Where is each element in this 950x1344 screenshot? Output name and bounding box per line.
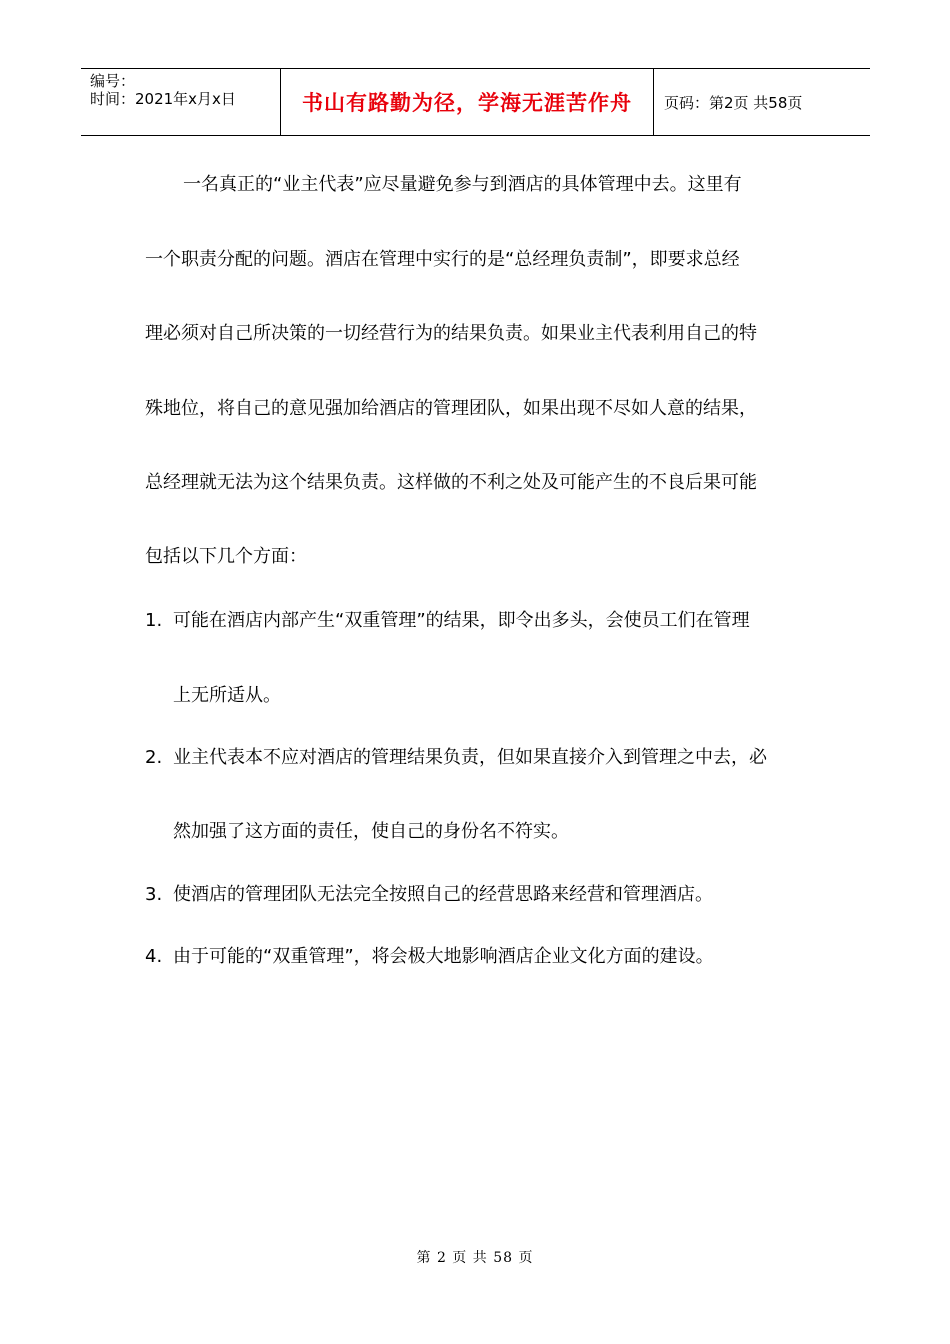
list-item-number: 3. [145,884,163,905]
paragraph-line: 一名真正的“业主代表”应尽量避免参与到酒店的具体管理中去。这里有 [183,174,742,195]
document-header [81,68,870,136]
paragraph-line: 殊地位，将自己的意见强加给酒店的管理团队，如果出现不尽如人意的结果， [145,398,757,419]
list-item-number: 2. [145,747,163,768]
list-item-line: 使酒店的管理团队无法完全按照自己的经营思路来经营和管理酒店。 [173,884,713,905]
list-item-line: 然加强了这方面的责任，使自己的身份名不符实。 [173,821,569,842]
date-label: 时间：2021年x月x日 [90,90,236,108]
serial-number-label: 编号： [90,72,136,90]
list-item-number: 4. [145,946,163,967]
paragraph-line: 包括以下几个方面： [145,546,307,567]
list-item-line: 业主代表本不应对酒店的管理结果负责，但如果直接介入到管理之中去，必 [173,747,767,768]
list-item-line: 由于可能的“双重管理”，将会极大地影响酒店企业文化方面的建设。 [173,946,714,967]
header-page-info: 页码：第2页 共58页 [664,93,803,112]
header-meta [81,69,281,135]
page-footer: 第 2 页 共 58 页 [416,1250,534,1266]
list-item-line: 可能在酒店内部产生“双重管理”的结果，即令出多头，会使员工们在管理 [173,610,750,631]
paragraph-line: 理必须对自己所决策的一切经营行为的结果负责。如果业主代表利用自己的特 [145,323,757,344]
list-item-line: 上无所适从。 [173,685,281,706]
paragraph-line: 总经理就无法为这个结果负责。这样做的不利之处及可能产生的不良后果可能 [145,472,757,493]
paragraph-line: 一个职责分配的问题。酒店在管理中实行的是“总经理负责制”，即要求总经 [145,249,740,270]
list-item-number: 1. [145,610,163,631]
header-motto: 书山有路勤为径，学海无涯苦作舟 [281,69,654,135]
